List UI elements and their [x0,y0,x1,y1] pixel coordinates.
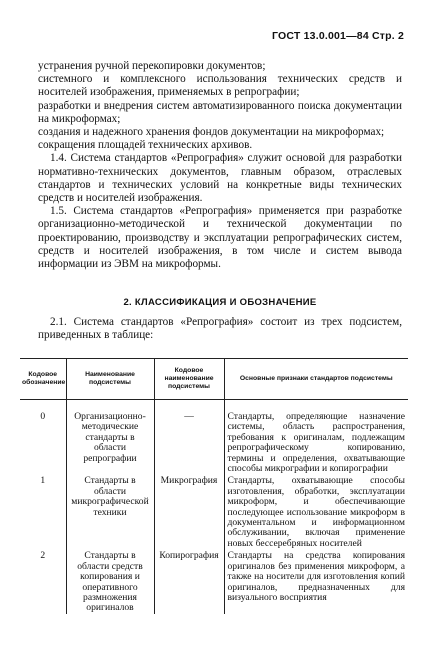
table-row [20,400,408,475]
table-row [20,549,408,613]
paragraph-1-5: 1.5. Система стандартов «Репрография» применяется при разработке организационно-методической и технической документации по проектированию, производству и эксплуатации репрографических систем, средств и носителей изображения, в том числе и систем вывода информации из ЭВМ на микроформы. [38,205,402,271]
table-row [20,474,408,549]
paragraph-1-4: 1.4. Система стандартов «Репрография» служит основой для разработки нормативно-технических документов, главным образом, отраслевых стандартов и технических условий на конкретные виды технических средств и носителей изображения. [38,152,402,205]
col-header-features: Основные признаки стандартов подсистемы [224,359,408,400]
subsystems-table [20,358,408,614]
cell-codename: — [154,400,224,475]
col-header-code: Кодовое обозначение [20,359,66,400]
cell-name: Стандарты в области микрографической техники [66,474,154,549]
cell-name: Организационно-методические стандарты в области репрографии [66,400,154,475]
cell-codename: Микрография [154,474,224,549]
cell-features: Стандарты, охватывающие способы изготовления, обработки, эксплуатации микроформ, и обеспечивающие последующее использование микроформ в документальном и информационном обслуживании, включая применение новых бессеребряных носителей [224,474,408,549]
table-header-row [20,359,408,400]
list-item: системного и комплексного использования технических средств и носителей изображения, применяемых в репрографии; [38,73,402,99]
list-item: создания и надежного хранения фондов документации на микроформах; [38,126,385,139]
page-header: ГОСТ 13.0.001—84 Стр. 2 [271,30,404,42]
list-item: разработки и внедрения систем автоматизированного поиска документации на микроформах; [38,99,402,125]
cell-name: Стандарты в области средств копирования и оперативного размножения оригиналов [66,549,154,613]
section-intro: 2.1. Система стандартов «Репрография» состоит из трех подсистем, приведенных в таблице: [38,316,402,342]
section-title: 2. КЛАССИФИКАЦИЯ И ОБОЗНАЧЕНИЕ [123,297,317,308]
list-item: устранения ручной перекопировки документов; [38,60,266,72]
list-item: сокращения площадей технических архивов. [38,139,253,152]
cell-code: 2 [20,549,66,613]
cell-features: Стандарты, определяющие назначение системы, область распространения, требования к оригиналам, подлежащим репрографическому копированию, термины и определения, охватывающие способы микрографии и копирографии [224,400,408,475]
cell-code: 0 [20,400,66,475]
body-text [38,60,402,271]
cell-features: Стандарты на средства копирования оригиналов без применения микроформ, а также на носители для изготовления копий оригиналов, предназначенных для визуального восприятия [224,549,408,613]
cell-code: 1 [20,474,66,549]
col-header-codename: Кодовое наименование подсистемы [154,359,224,400]
cell-codename: Копирография [154,549,224,613]
col-header-name: Наименование подсистемы [66,359,154,400]
